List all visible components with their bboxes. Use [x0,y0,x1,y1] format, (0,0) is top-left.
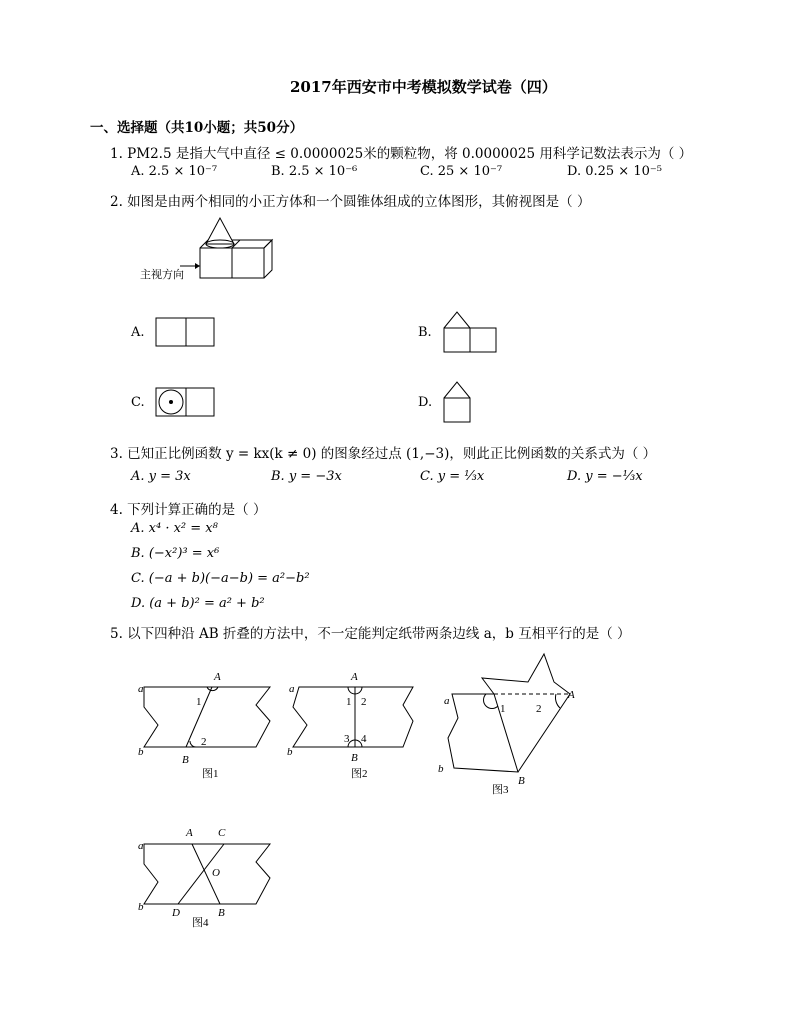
option-a-top-view [150,314,220,350]
question-1-option-a[interactable]: A. 2.5 × 10⁻⁷ [131,164,218,179]
fig4-caption: 图4 [192,917,209,929]
question-2-option-b[interactable]: B. [418,325,432,340]
fig1-caption: 图1 [202,768,219,780]
fig1-angle-2-label: 2 [201,736,207,748]
question-4-option-d[interactable]: D. (a + b)² = a² + b² [131,596,265,611]
question-2-stem: 2. 如图是由两个相同的小正方体和一个圆锥体组成的立体图形，其俯视图是（ ） [110,194,591,210]
option-c-top-view [150,384,220,420]
fig3-line-a-label: a [444,695,450,707]
question-3-option-d[interactable]: D. y = −⅓x [567,469,643,484]
fig1-line-a-label: a [138,683,144,695]
fig4-point-o-label: O [212,867,220,879]
figure-3 [432,648,580,798]
option-d-top-view [438,374,482,426]
fig2-line-b-label: b [287,746,293,758]
fig2-caption: 图2 [351,768,368,780]
page-title: 2017年西安市中考模拟数学试卷（四） [290,78,557,96]
fig4-point-c-label: C [218,827,226,839]
fig2-angle-1-label: 1 [346,696,352,708]
figure-2 [285,665,425,785]
question-4-option-b[interactable]: B. (−x²)³ = x⁶ [131,546,220,561]
fig3-point-b-label: B [518,775,525,787]
question-1-option-c[interactable]: C. 25 × 10⁻⁷ [420,164,503,179]
question-2-option-d[interactable]: D. [418,395,433,410]
fig2-point-b-label: B [351,752,358,764]
fig2-angle-3-label: 3 [344,733,350,745]
question-4-option-c[interactable]: C. (−a + b)(−a−b) = a²−b² [131,571,310,586]
question-3-stem: 3. 已知正比例函数 y = kx(k ≠ 0) 的图象经过点 (1,−3)，则此正比例函数的关系式为（ ） [110,446,657,462]
fig1-point-a-label: A [214,671,221,683]
question-2-option-a[interactable]: A. [131,325,145,340]
fig4-point-a-label: A [186,827,193,839]
question-4-stem: 4. 下列计算正确的是（ ） [110,502,267,518]
fig1-angle-1-label: 1 [196,696,202,708]
fig3-point-a-label: A [568,689,575,701]
fig2-point-a-label: A [351,671,358,683]
question-3-option-a[interactable]: A. y = 3x [131,469,191,484]
question-1-option-b[interactable]: B. 2.5 × 10⁻⁶ [271,164,358,179]
question-3-option-b[interactable]: B. y = −3x [271,469,342,484]
fig3-line-b-label: b [438,763,444,775]
fig1-line-b-label: b [138,746,144,758]
fig1-point-b-label: B [182,754,189,766]
fig4-point-d-label: D [172,907,180,919]
option-b-top-view [438,304,504,356]
figure-4 [130,820,280,930]
view-direction-label: 主视方向 [140,268,184,281]
fig2-angle-4-label: 4 [361,733,367,745]
question-5-stem: 5. 以下四种沿 AB 折叠的方法中，不一定能判定纸带两条边线 a，b 互相平行的是（ ） [110,626,631,642]
fig4-point-b-label: B [218,907,225,919]
question-2-option-c[interactable]: C. [131,395,145,410]
figure-1 [130,665,280,785]
fig2-angle-2-label: 2 [361,696,367,708]
section-heading: 一、选择题（共10小题；共50分） [90,120,304,136]
question-4-option-a[interactable]: A. x⁴ · x² = x⁸ [131,521,218,536]
fig3-caption: 图3 [492,784,509,796]
question-3-option-c[interactable]: C. y = ⅓x [420,469,485,484]
fig3-angle-1-label: 1 [500,703,506,715]
question-1-stem: 1. PM2.5 是指大气中直径 ≤ 0.0000025米的颗粒物，将 0.0000025 用科学记数法表示为（ ） [110,146,693,162]
fig2-line-a-label: a [289,683,295,695]
question-1-option-d[interactable]: D. 0.25 × 10⁻⁵ [567,164,662,179]
fig4-line-a-label: a [138,840,144,852]
fig3-angle-2-label: 2 [536,703,542,715]
fig4-line-b-label: b [138,901,144,913]
